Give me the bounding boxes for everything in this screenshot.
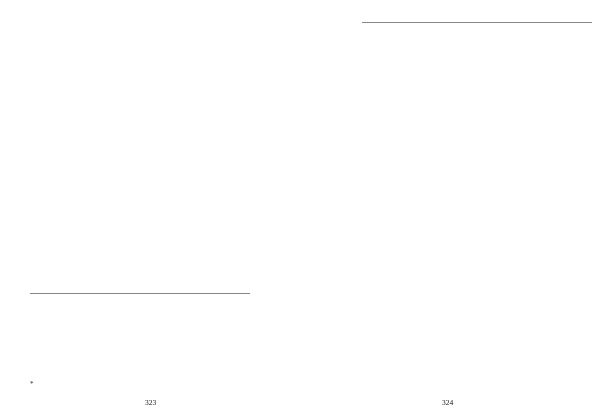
right-section-rule [362,22,592,23]
left-page-number: 323 [145,398,157,407]
footnote-marker: * [30,380,34,388]
right-page-number: 324 [442,398,454,407]
right-page [300,0,600,420]
section3-rule [30,293,250,294]
